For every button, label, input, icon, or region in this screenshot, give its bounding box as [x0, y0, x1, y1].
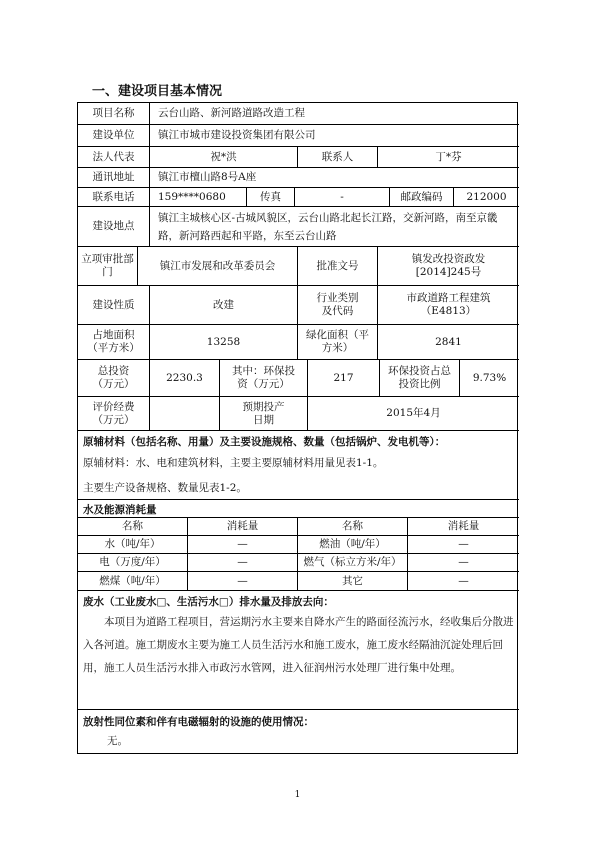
energy-row-use: — [188, 536, 298, 554]
radiation-text: 无。 [107, 735, 128, 747]
radiation-section [78, 710, 519, 753]
fax-label: 传真 [247, 188, 295, 207]
contact-value: 丁*芬 [378, 147, 519, 168]
energy-title: 水及能源消耗量 [78, 500, 519, 518]
env-investment-value: 217 [308, 360, 380, 397]
env-ratio-value: 9.73% [460, 360, 519, 397]
wastewater-title: 废水（工业废水□、生活污水□）排水量及排放去向： [83, 596, 334, 608]
area-value: 13258 [150, 325, 298, 360]
expected-date-label: 预期投产日期 [220, 397, 308, 431]
energy-header-name-1: 名称 [78, 518, 188, 536]
total-investment-label: 总投资（万元） [78, 360, 150, 397]
basic-info-table [77, 102, 518, 754]
area-label: 占地面积（平方米） [78, 325, 150, 360]
phone-value: 159****0680 [150, 188, 247, 207]
materials-title: 原辅材料（包括名称、用量）及主要设施规格、数量（包括锅炉、发电机等）： [83, 436, 446, 448]
approval-doc-label: 批准文号 [298, 247, 378, 286]
energy-row-name: 其它 [298, 572, 408, 591]
materials-line-2: 主要生产设备规格、数量见表1-2。 [83, 482, 247, 494]
wastewater-section [78, 591, 519, 710]
address-label: 通讯地址 [78, 168, 150, 188]
energy-row-name: 燃煤（吨/年） [78, 572, 188, 591]
total-investment-value: 2230.3 [150, 360, 220, 397]
energy-row-name: 燃气（标立方米/年） [298, 554, 408, 572]
fax-value: - [295, 188, 390, 207]
nature-value: 改建 [150, 286, 298, 325]
address-value: 镇江市檀山路8号A座 [150, 168, 519, 188]
materials-line-1: 原辅材料：水、电和建筑材料，主要主要原辅材料用量见表1-1。 [83, 457, 384, 469]
env-ratio-label: 环保投资占总投资比例 [380, 360, 460, 397]
wastewater-text: 本项目为道路工程项目，营运期污水主要来自降水产生的路面径流污水，经收集后分散进入各河道。施工期废水主要为施工人员生活污水和施工废水，施工废水经隔油沉淀处理后回用，施工人员生活污水排入市政污水管网，进入征润州污水处理厂进行集中处理。 [83, 616, 514, 674]
energy-row-use: — [408, 572, 519, 591]
approval-value: 镇江市发展和改革委员会 [138, 247, 298, 286]
location-value: 镇江主城核心区-古城风貌区，云台山路北起长江路，交新河路，南至京畿路，新河路西起和平路，东至云台山路 [150, 207, 519, 247]
green-area-label: 绿化面积（平方米） [298, 325, 378, 360]
evaluation-fee-value [150, 397, 220, 431]
zip-value: 212000 [454, 188, 519, 207]
build-unit-value: 镇江市城市建设投资集团有限公司 [150, 125, 519, 147]
project-name-value: 云台山路、新河路道路改造工程 [150, 103, 519, 125]
industry-value: 市政道路工程建筑（E4813） [378, 286, 519, 325]
energy-row-use: — [188, 572, 298, 591]
energy-row-use: — [408, 536, 519, 554]
industry-label: 行业类别及代码 [298, 286, 378, 325]
expected-date-value: 2015年4月 [308, 397, 519, 431]
energy-row-name: 燃油（吨/年） [298, 536, 408, 554]
env-investment-label: 其中：环保投资（万元） [220, 360, 308, 397]
radiation-title: 放射性同位素和伴有电磁辐射的设施的使用情况： [83, 716, 314, 728]
approval-label: 立项审批部门 [78, 247, 138, 286]
evaluation-fee-label: 评价经费（万元） [78, 397, 150, 431]
contact-label: 联系人 [298, 147, 378, 168]
page-number: 1 [294, 790, 301, 800]
energy-row-name: 水（吨/年） [78, 536, 188, 554]
zip-label: 邮政编码 [390, 188, 454, 207]
energy-header-name-2: 名称 [298, 518, 408, 536]
phone-label: 联系电话 [78, 188, 150, 207]
energy-row-name: 电（万度/年） [78, 554, 188, 572]
energy-header-use-2: 消耗量 [408, 518, 519, 536]
energy-header-use-1: 消耗量 [188, 518, 298, 536]
location-label: 建设地点 [78, 207, 150, 247]
section-heading: 一、建设项目基本情况 [92, 84, 223, 99]
energy-row-use: — [188, 554, 298, 572]
approval-doc-value: 镇发改投资政发[2014]245号 [378, 247, 519, 286]
legal-rep-value: 祝*洪 [150, 147, 298, 168]
energy-row-use: — [408, 554, 519, 572]
project-name-label: 项目名称 [78, 103, 150, 125]
green-area-value: 2841 [378, 325, 519, 360]
nature-label: 建设性质 [78, 286, 150, 325]
legal-rep-label: 法人代表 [78, 147, 150, 168]
materials-section [78, 431, 519, 500]
build-unit-label: 建设单位 [78, 125, 150, 147]
